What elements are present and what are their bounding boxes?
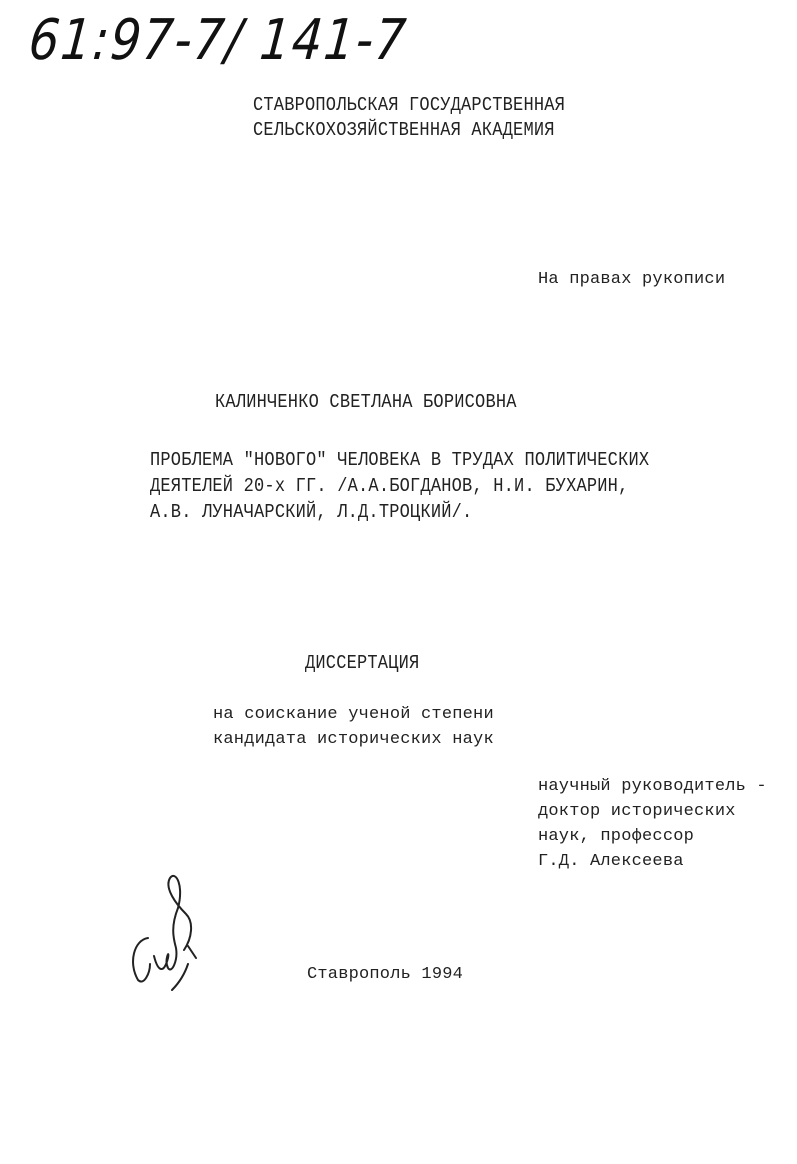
institution-line-2: СЕЛЬСКОХОЗЯЙСТВЕННАЯ АКАДЕМИЯ	[253, 120, 555, 142]
place-year: Ставрополь 1994	[307, 965, 464, 984]
doc-type: ДИССЕРТАЦИЯ	[305, 653, 420, 675]
title-line-1: ПРОБЛЕМА "НОВОГО" ЧЕЛОВЕКА В ТРУДАХ ПОЛИТИЧЕСКИХ	[150, 450, 650, 472]
handwritten-signature	[120, 868, 210, 993]
institution-line-1: СТАВРОПОЛЬСКАЯ ГОСУДАРСТВЕННАЯ	[253, 95, 566, 117]
supervisor-line-1: научный руководитель -	[538, 777, 767, 796]
supervisor-name: Г.Д. Алексеева	[538, 852, 684, 871]
degree-line-1: на соискание ученой степени	[213, 705, 494, 724]
manuscript-note: На правах рукописи	[538, 270, 726, 289]
supervisor-line-3: наук, профессор	[538, 827, 695, 846]
title-line-3: А.В. ЛУНАЧАРСКИЙ, Л.Д.ТРОЦКИЙ/.	[150, 502, 473, 524]
author-name: КАЛИНЧЕНКО СВЕТЛАНА БОРИСОВНА	[215, 392, 517, 414]
handwritten-archive-code: 61:97-7/ 141-7	[26, 8, 410, 73]
supervisor-line-2: доктор исторических	[538, 802, 736, 821]
degree-line-2: кандидата исторических наук	[213, 730, 494, 749]
title-line-2: ДЕЯТЕЛЕЙ 20-х ГГ. /А.А.БОГДАНОВ, Н.И. БУХАРИН,	[150, 476, 629, 498]
